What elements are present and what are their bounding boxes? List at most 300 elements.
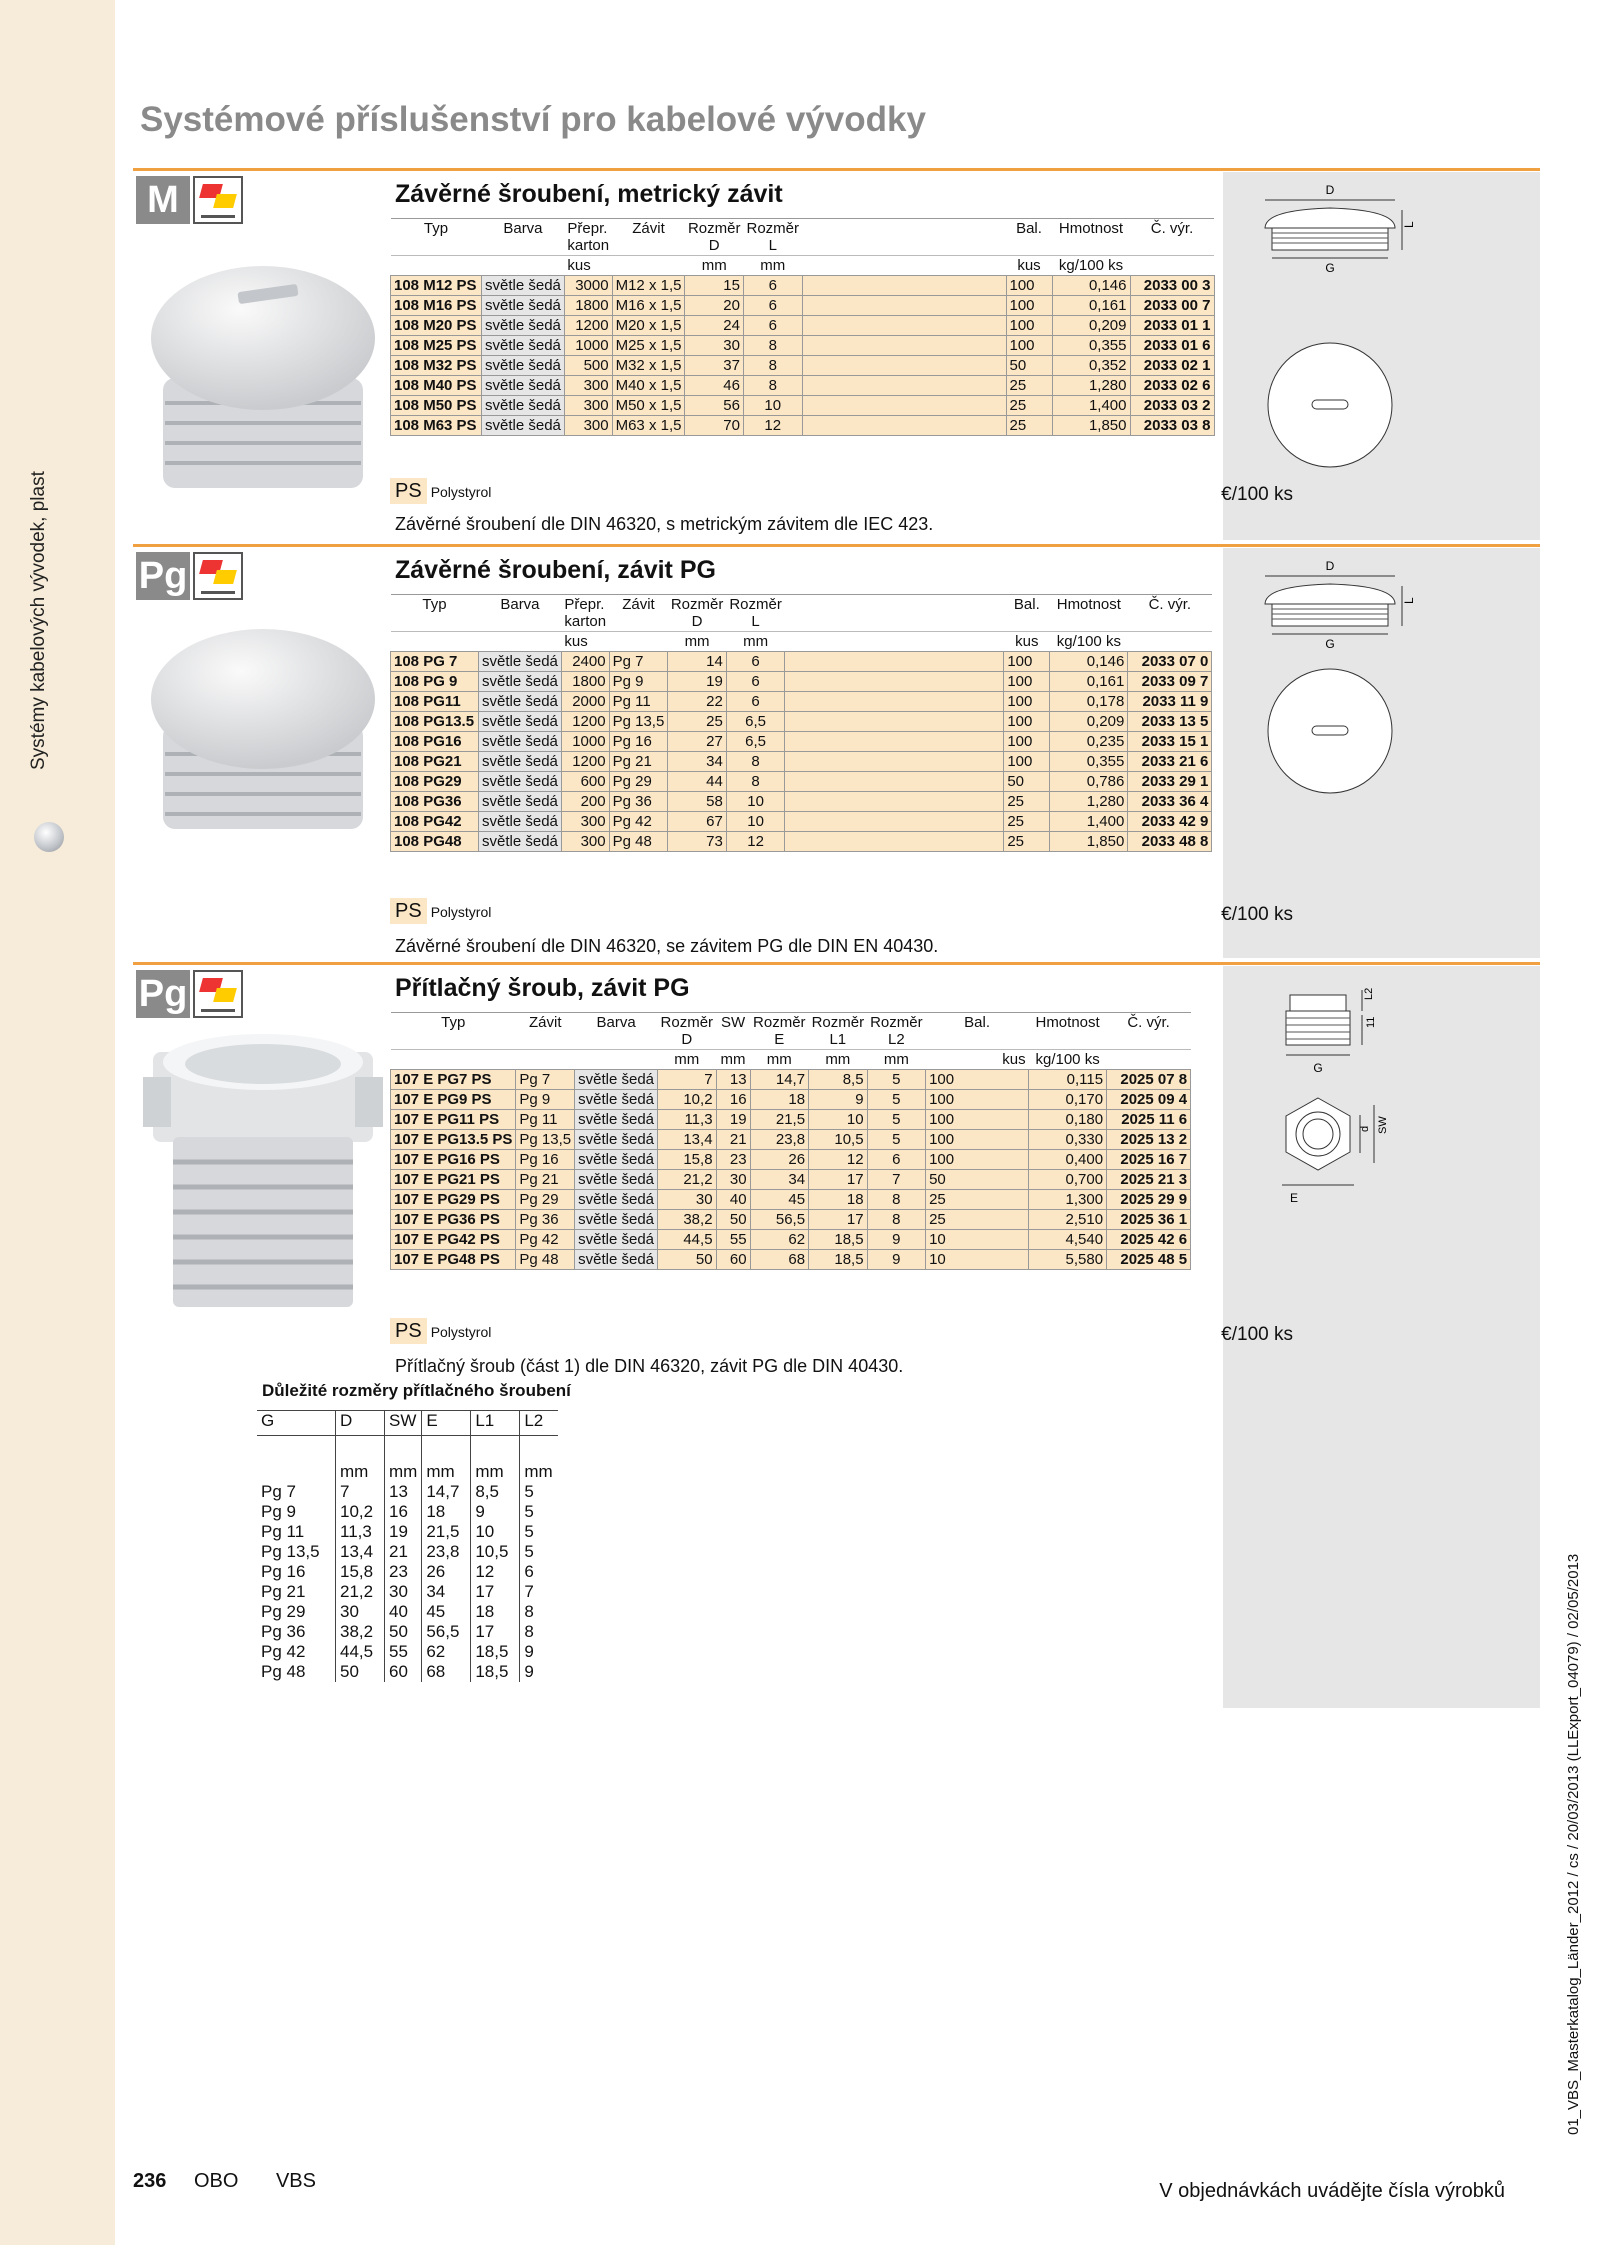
unit: [612, 256, 685, 276]
table-cell: 100: [926, 1150, 1029, 1170]
price-unit: €/100 ks: [1221, 484, 1293, 505]
table-row: [391, 1230, 1191, 1250]
spacer-cell: [802, 396, 1006, 416]
table-cell: 8: [743, 356, 802, 376]
table-cell: 7: [658, 1070, 717, 1090]
table-cell: 500: [564, 356, 612, 376]
thread-badge: Pg: [136, 552, 190, 600]
table-cell: 2025 09 4: [1107, 1090, 1191, 1110]
col-d: Rozměr D: [685, 219, 744, 256]
col-typ: Typ: [391, 219, 482, 256]
table-cell: 0,178: [1050, 692, 1128, 712]
table-row: [391, 376, 1215, 396]
unit: [1130, 256, 1214, 276]
page-title: Systémové příslušenství pro kabelové vývodky: [140, 100, 926, 139]
dims-cell: 21,5: [422, 1522, 471, 1542]
price-unit: €/100 ks: [1221, 904, 1293, 925]
table-cell: M50 x 1,5: [612, 396, 685, 416]
table-cell: 2025 48 5: [1107, 1250, 1191, 1270]
table-cell: 1,280: [1050, 792, 1128, 812]
table-cell: 108 PG 7: [391, 652, 479, 672]
table-cell: 45: [750, 1190, 809, 1210]
table-cell: 1,400: [1050, 812, 1128, 832]
table-cell: 26: [750, 1150, 809, 1170]
table-cell: 50: [658, 1250, 717, 1270]
table-cell: 100: [926, 1070, 1029, 1090]
table-row: [257, 1642, 558, 1662]
dims-cell: Pg 48: [261, 1661, 306, 1681]
table-cell: 107 E PG29 PS: [391, 1190, 516, 1210]
section-divider: [133, 962, 1540, 965]
table-row: [391, 1210, 1191, 1230]
table-cell: 100: [1006, 336, 1052, 356]
table-cell: 100: [1004, 752, 1050, 772]
footer-brand: OBO: [193, 2170, 239, 2192]
table-cell: 73: [668, 832, 727, 852]
table-cell: 9: [867, 1230, 926, 1250]
table-cell: 100: [1004, 732, 1050, 752]
table-cell: 19: [668, 672, 727, 692]
table-cell: světle šedá: [482, 356, 565, 376]
table-cell: 1,300: [1029, 1190, 1107, 1210]
dims-cell: 60: [385, 1662, 422, 1682]
table-cell: 5: [867, 1070, 926, 1090]
product-image-pressure-screw: [143, 1022, 383, 1322]
table-cell: 15: [685, 276, 744, 296]
table-cell: světle šedá: [575, 1090, 658, 1110]
thread-badge: Pg: [136, 970, 190, 1018]
table-cell: 3000: [564, 276, 612, 296]
dims-cell: 6: [520, 1562, 559, 1582]
dims-cell: 17: [471, 1622, 520, 1642]
table-cell: 2033 00 3: [1130, 276, 1214, 296]
table-row: [391, 652, 1212, 672]
dims-col-d: D: [336, 1411, 385, 1436]
table-cell: světle šedá: [479, 832, 562, 852]
table-cell: 107 E PG16 PS: [391, 1150, 516, 1170]
section-title: Závěrné šroubení, závit PG: [395, 556, 716, 584]
table-cell: 70: [685, 416, 744, 436]
col-spacer: [802, 219, 1006, 256]
col-l: Rozměr L: [743, 219, 802, 256]
table-cell: 108 M25 PS: [391, 336, 482, 356]
left-sidebar-band: [0, 0, 115, 2245]
side-label: Systémy kabelových vývodek, plast: [28, 471, 49, 770]
table-cell: 44: [668, 772, 727, 792]
table-cell: 2033 01 1: [1130, 316, 1214, 336]
spacer-cell: [785, 832, 1004, 852]
col-zavit: Závit: [516, 1013, 575, 1050]
dims-cell: 26: [422, 1562, 471, 1582]
dims-cell: 40: [385, 1602, 422, 1622]
spacer-cell: [785, 812, 1004, 832]
table-cell: 17: [809, 1170, 868, 1190]
table-cell: 23,8: [750, 1130, 809, 1150]
dims-cell: 30: [336, 1602, 385, 1622]
table-cell: 0,330: [1029, 1130, 1107, 1150]
table-cell: M16 x 1,5: [612, 296, 685, 316]
table-cell: 6: [743, 316, 802, 336]
table-cell: 0,355: [1050, 752, 1128, 772]
table-cell: světle šedá: [482, 316, 565, 336]
table-row: [391, 1170, 1191, 1190]
table-cell: 1200: [561, 752, 609, 772]
table-cell: Pg 29: [609, 772, 668, 792]
dims-cell: 21: [385, 1542, 422, 1562]
col-l2: Rozměr L2: [867, 1013, 926, 1050]
table-cell: 22: [668, 692, 727, 712]
table-row: [391, 1250, 1191, 1270]
table-cell: 2025 29 9: [1107, 1190, 1191, 1210]
table-cell: 108 M63 PS: [391, 416, 482, 436]
col-karton: Přepr. karton: [561, 595, 609, 632]
table-cell: 25: [1006, 416, 1052, 436]
material-label: [390, 1320, 491, 1343]
dims-cell: 16: [385, 1502, 422, 1522]
table-cell: 8: [726, 772, 785, 792]
table-cell: světle šedá: [479, 692, 562, 712]
table-cell: M12 x 1,5: [612, 276, 685, 296]
table-cell: 7: [867, 1170, 926, 1190]
table-cell: 10: [926, 1230, 1029, 1250]
dims-cell: 10: [471, 1522, 520, 1542]
spacer-cell: [802, 316, 1006, 336]
table-row: [257, 1602, 558, 1622]
table-cell: 2033 15 1: [1128, 732, 1212, 752]
table-cell: 0,146: [1052, 276, 1130, 296]
table-cell: světle šedá: [482, 336, 565, 356]
table-cell: světle šedá: [479, 752, 562, 772]
table-row: [257, 1542, 558, 1562]
table-row: [391, 1190, 1191, 1210]
section-note: Přítlačný šroub (část 1) dle DIN 46320, závit PG dle DIN 40430.: [395, 1356, 904, 1376]
table-cell: světle šedá: [575, 1170, 658, 1190]
dims-cell: 7: [336, 1482, 385, 1502]
cable-gland-thumbnail: [34, 822, 64, 852]
table-cell: Pg 29: [516, 1190, 575, 1210]
table-cell: 21: [716, 1130, 750, 1150]
drawing-label-l1: 11: [1365, 1016, 1377, 1028]
table-cell: 2025 13 2: [1107, 1130, 1191, 1150]
table-cell: světle šedá: [479, 812, 562, 832]
unit: kus: [561, 632, 609, 652]
page-number: 236: [133, 2170, 167, 2192]
table-cell: 6: [726, 672, 785, 692]
table-cell: Pg 16: [609, 732, 668, 752]
table-row: [257, 1582, 558, 1602]
table-cell: 6: [867, 1150, 926, 1170]
dims-title: Důležité rozměry přítlačného šroubení: [262, 1381, 571, 1400]
table-cell: 30: [658, 1190, 717, 1210]
dims-cell: 10,5: [471, 1542, 520, 1562]
dims-cell: 10,2: [336, 1502, 385, 1522]
dims-cell: 50: [385, 1622, 422, 1642]
table-cell: 100: [1006, 296, 1052, 316]
table-cell: 1,280: [1052, 376, 1130, 396]
drawing-label-g: G: [1325, 261, 1335, 275]
table-cell: 2033 02 1: [1130, 356, 1214, 376]
product-table: [390, 218, 1215, 436]
table-row: [391, 792, 1212, 812]
table-cell: 0,161: [1052, 296, 1130, 316]
col-spacer: [785, 595, 1004, 632]
dims-cell: 18: [471, 1602, 520, 1622]
table-row: [391, 832, 1212, 852]
dims-cell: Pg 16: [261, 1561, 306, 1581]
dims-col-g: G: [257, 1411, 336, 1436]
unit: kg/100 ks: [1052, 256, 1130, 276]
drawing-label-g: G: [1313, 1061, 1323, 1075]
dims-cell: 44,5: [336, 1642, 385, 1662]
col-bal: Bal.: [1004, 595, 1050, 632]
unit: mm: [668, 632, 727, 652]
table-cell: 18: [809, 1190, 868, 1210]
spacer-cell: [785, 692, 1004, 712]
table-cell: světle šedá: [575, 1210, 658, 1230]
table-row: [391, 812, 1212, 832]
table-cell: Pg 21: [516, 1170, 575, 1190]
table-cell: 108 M20 PS: [391, 316, 482, 336]
table-cell: 0,209: [1050, 712, 1128, 732]
table-cell: 21,2: [658, 1170, 717, 1190]
table-cell: 2025 11 6: [1107, 1110, 1191, 1130]
table-row: [391, 1130, 1191, 1150]
material-name: Polystyrol: [430, 484, 492, 500]
material-name: Polystyrol: [430, 1324, 492, 1340]
unit: mm: [750, 1050, 809, 1070]
table-row: [391, 316, 1215, 336]
table-cell: 100: [1004, 672, 1050, 692]
drawing-label-d: d: [1359, 1125, 1371, 1132]
table-cell: 2025 42 6: [1107, 1230, 1191, 1250]
table-cell: 107 E PG21 PS: [391, 1170, 516, 1190]
table-cell: 17: [809, 1210, 868, 1230]
unit: mm: [716, 1050, 750, 1070]
unit: [1107, 1050, 1191, 1070]
table-cell: 50: [1004, 772, 1050, 792]
unit: [391, 256, 482, 276]
table-cell: 108 M16 PS: [391, 296, 482, 316]
table-cell: 300: [561, 832, 609, 852]
table-row: [391, 1110, 1191, 1130]
col-cislo: Č. výr.: [1130, 219, 1214, 256]
table-cell: 8: [743, 376, 802, 396]
table-cell: 60: [716, 1250, 750, 1270]
table-cell: světle šedá: [575, 1070, 658, 1090]
dims-cell: 45: [422, 1602, 471, 1622]
table-cell: 5: [867, 1110, 926, 1130]
price-unit: €/100 ks: [1221, 1324, 1293, 1345]
drawing-label-l: L: [1402, 597, 1416, 604]
dims-cell: 23: [385, 1562, 422, 1582]
table-cell: 9: [809, 1090, 868, 1110]
unit: [609, 632, 668, 652]
table-cell: 20: [685, 296, 744, 316]
table-cell: světle šedá: [575, 1230, 658, 1250]
col-typ: Typ: [391, 1013, 516, 1050]
brand-logo: [193, 176, 243, 224]
table-cell: 2033 21 6: [1128, 752, 1212, 772]
unit: [482, 256, 565, 276]
table-cell: 100: [926, 1110, 1029, 1130]
unit: [257, 1436, 336, 1482]
table-row: [391, 672, 1212, 692]
table-cell: 55: [716, 1230, 750, 1250]
table-cell: 67: [668, 812, 727, 832]
dims-cell: Pg 42: [261, 1641, 306, 1661]
dims-cell: 30: [385, 1582, 422, 1602]
table-cell: 25: [1006, 376, 1052, 396]
table-cell: 1800: [564, 296, 612, 316]
table-cell: 2033 13 5: [1128, 712, 1212, 732]
dims-cell: Pg 36: [261, 1621, 306, 1641]
col-typ: Typ: [391, 595, 479, 632]
table-cell: Pg 9: [609, 672, 668, 692]
table-row: [391, 772, 1212, 792]
dims-cell: 7: [520, 1582, 559, 1602]
table-cell: Pg 42: [516, 1230, 575, 1250]
spacer-cell: [802, 296, 1006, 316]
table-cell: 108 PG13.5: [391, 712, 479, 732]
drawing-cap-metric: [1250, 180, 1416, 480]
table-cell: 108 PG42: [391, 812, 479, 832]
unit: [479, 632, 562, 652]
dims-col-e: E: [422, 1411, 471, 1436]
table-cell: 300: [564, 396, 612, 416]
table-cell: 2000: [561, 692, 609, 712]
unit: kus: [926, 1050, 1029, 1070]
table-cell: 6,5: [726, 732, 785, 752]
table-cell: 1,850: [1052, 416, 1130, 436]
dims-cell: 21,2: [336, 1582, 385, 1602]
table-cell: 8: [867, 1210, 926, 1230]
col-cislo: Č. výr.: [1128, 595, 1212, 632]
col-l1: Rozměr L1: [809, 1013, 868, 1050]
table-cell: 5: [867, 1090, 926, 1110]
table-cell: 2033 36 4: [1128, 792, 1212, 812]
dims-cell: 18: [422, 1502, 471, 1522]
dims-col-l2: L2: [520, 1411, 559, 1436]
drawing-label-l: L: [1402, 221, 1416, 228]
thread-badge: M: [136, 176, 190, 224]
table-cell: 8: [743, 336, 802, 356]
dims-cell: 9: [520, 1662, 559, 1682]
table-cell: 2400: [561, 652, 609, 672]
spacer-cell: [785, 752, 1004, 772]
section-note: Závěrné šroubení dle DIN 46320, s metrickým závitem dle IEC 423.: [395, 514, 934, 534]
material-name: Polystyrol: [430, 904, 492, 920]
table-cell: 19: [716, 1110, 750, 1130]
unit: [1128, 632, 1212, 652]
table-row: [257, 1522, 558, 1542]
dims-cell: 13,4: [336, 1542, 385, 1562]
table-cell: 100: [1004, 712, 1050, 732]
table-row: [391, 276, 1215, 296]
table-cell: M63 x 1,5: [612, 416, 685, 436]
table-cell: 100: [1006, 316, 1052, 336]
footer-section: VBS: [275, 2170, 316, 2192]
table-cell: 108 M40 PS: [391, 376, 482, 396]
unit: [802, 256, 1006, 276]
table-cell: Pg 48: [516, 1250, 575, 1270]
dims-col-sw: SW: [385, 1411, 422, 1436]
dims-cell: 14,7: [422, 1482, 471, 1502]
unit: mm: [726, 632, 785, 652]
brand-logo: [193, 552, 243, 600]
unit: [391, 632, 479, 652]
table-cell: 0,355: [1052, 336, 1130, 356]
table-row: [391, 712, 1212, 732]
table-cell: 108 PG36: [391, 792, 479, 812]
table-cell: 23: [716, 1150, 750, 1170]
table-cell: 24: [685, 316, 744, 336]
table-cell: světle šedá: [479, 712, 562, 732]
table-cell: 0,700: [1029, 1170, 1107, 1190]
table-cell: Pg 13,5: [516, 1130, 575, 1150]
table-cell: M25 x 1,5: [612, 336, 685, 356]
col-hmotnost: Hmotnost: [1029, 1013, 1107, 1050]
brand-logo: [193, 970, 243, 1018]
table-cell: světle šedá: [575, 1110, 658, 1130]
table-cell: M40 x 1,5: [612, 376, 685, 396]
dims-cell: 9: [471, 1502, 520, 1522]
table-cell: světle šedá: [482, 296, 565, 316]
table-cell: Pg 42: [609, 812, 668, 832]
table-cell: 18: [750, 1090, 809, 1110]
unit: [516, 1050, 575, 1070]
drawing-label-l2: L2: [1363, 987, 1375, 1000]
dims-cell: 5: [520, 1502, 559, 1522]
table-cell: 2033 03 8: [1130, 416, 1214, 436]
table-cell: 2033 00 7: [1130, 296, 1214, 316]
table-cell: 6: [726, 692, 785, 712]
table-row: [257, 1662, 558, 1682]
table-cell: 30: [716, 1170, 750, 1190]
table-cell: 10: [743, 396, 802, 416]
table-cell: 5: [867, 1130, 926, 1150]
table-cell: 50: [926, 1170, 1029, 1190]
unit: [391, 1050, 516, 1070]
table-cell: 2033 09 7: [1128, 672, 1212, 692]
table-cell: 8: [867, 1190, 926, 1210]
table-cell: 21,5: [750, 1110, 809, 1130]
table-cell: Pg 36: [609, 792, 668, 812]
table-cell: 12: [726, 832, 785, 852]
dims-cell: 8: [520, 1602, 559, 1622]
table-cell: 25: [668, 712, 727, 732]
dims-cell: 9: [520, 1642, 559, 1662]
product-table: [390, 1012, 1191, 1270]
dims-cell: Pg 29: [261, 1601, 306, 1621]
table-cell: světle šedá: [575, 1130, 658, 1150]
dims-cell: 17: [471, 1582, 520, 1602]
table-row: [391, 416, 1215, 436]
dims-cell: Pg 9: [261, 1501, 296, 1521]
table-cell: 30: [685, 336, 744, 356]
section-note: Závěrné šroubení dle DIN 46320, se závitem PG dle DIN EN 40430.: [395, 936, 939, 956]
unit: mm: [336, 1436, 385, 1482]
table-cell: 300: [561, 812, 609, 832]
material-code: PS: [390, 898, 427, 924]
table-cell: 18,5: [809, 1230, 868, 1250]
table-cell: Pg 48: [609, 832, 668, 852]
table-cell: 108 PG48: [391, 832, 479, 852]
table-cell: 34: [668, 752, 727, 772]
table-row: [391, 336, 1215, 356]
table-cell: 0,161: [1050, 672, 1128, 692]
dims-cell: Pg 7: [261, 1481, 296, 1501]
table-cell: 50: [1006, 356, 1052, 376]
